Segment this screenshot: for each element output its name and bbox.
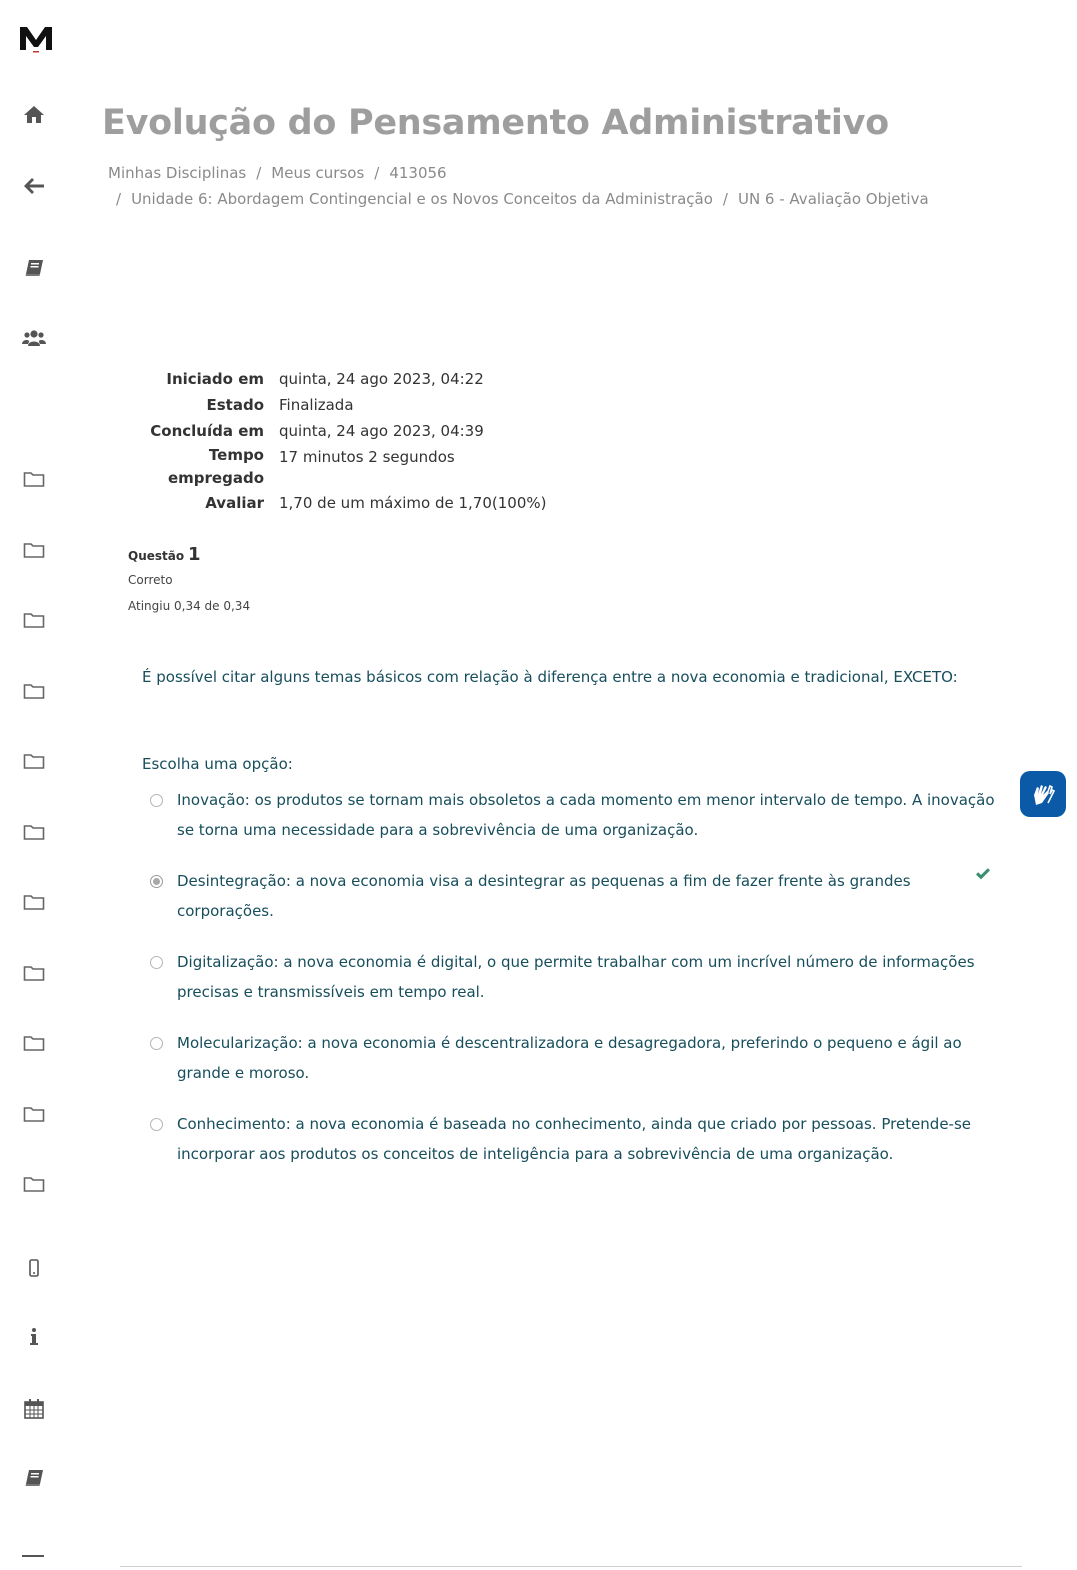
answer-line: Molecularização: a nova economia é descentralizadora e desagregadora, preferindo o pequeno e ágil ao (177, 1034, 962, 1052)
home-icon[interactable] (22, 103, 46, 125)
choice-prompt: Escolha uma opção: (142, 755, 293, 773)
question-label: Questão (128, 549, 185, 563)
page-title: Evolução do Pensamento Administrativo (102, 103, 889, 143)
folder-icon[interactable] (22, 1103, 46, 1125)
answer-option-text (177, 1028, 962, 1088)
breadcrumb-separator: / (374, 164, 380, 182)
answer-option-selected[interactable] (150, 870, 1000, 926)
question-status: Correto (128, 573, 173, 587)
answer-line: Digitalização: a nova economia é digital, o que permite trabalhar com um incrível número de informações (177, 953, 975, 971)
question-score: Atingiu 0,34 de 0,34 (128, 599, 251, 613)
sidebar (0, 0, 70, 1570)
radio-button[interactable] (150, 794, 163, 807)
summary-label: Concluída em (150, 422, 264, 440)
answer-line: precisas e transmissíveis em tempo real. (177, 983, 485, 1001)
back-arrow-icon[interactable] (22, 175, 46, 197)
answer-line: grande e moroso. (177, 1064, 310, 1082)
summary-value: 17 minutos 2 segundos (279, 448, 455, 466)
summary-value: quinta, 24 ago 2023, 04:22 (279, 370, 484, 388)
answer-line: corporações. (177, 902, 274, 920)
answer-option-text (177, 1109, 971, 1169)
answer-line: Desintegração: a nova economia visa a desintegrar as pequenas a fim de fazer frente às grandes (177, 872, 911, 890)
answer-line: Inovação: os produtos se tornam mais obsoletos a cada momento em menor intervalo de tempo. A inovação (177, 791, 995, 809)
breadcrumb-separator: / (256, 164, 262, 182)
question-text: É possível citar alguns temas básicos com relação à diferença entre a nova economia e tradicional, EXCETO: (142, 668, 958, 686)
folder-icon[interactable] (22, 1173, 46, 1195)
radio-button[interactable] (150, 956, 163, 969)
summary-label: Avaliar (205, 494, 264, 512)
folder-icon[interactable] (22, 1032, 46, 1054)
answer-option-text (177, 947, 975, 1007)
answer-option[interactable] (150, 1113, 1000, 1169)
radio-button[interactable] (150, 1037, 163, 1050)
info-icon[interactable] (22, 1326, 46, 1348)
answer-line: incorporar aos produtos os conceitos de inteligência para a sobrevivência de uma organização. (177, 1145, 894, 1163)
breadcrumb-current[interactable]: UN 6 - Avaliação Objetiva (737, 190, 929, 208)
footer-divider (120, 1566, 1022, 1567)
folder-icon[interactable] (22, 750, 46, 772)
mobile-icon[interactable] (22, 1257, 46, 1279)
folder-icon[interactable] (22, 891, 46, 913)
folder-icon[interactable] (22, 539, 46, 561)
sign-language-accessibility-button[interactable] (1020, 771, 1066, 817)
answer-option[interactable] (150, 789, 1000, 845)
breadcrumb-separator: / (722, 190, 728, 208)
summary-label-line: Tempo (208, 446, 264, 464)
breadcrumb-meus-cursos[interactable]: Meus cursos (271, 164, 365, 182)
question-number: 1 (187, 544, 201, 565)
breadcrumb-separator: / (116, 190, 122, 208)
breadcrumb-course-code[interactable]: 413056 (389, 164, 447, 182)
breadcrumb-minhas-disciplinas[interactable]: Minhas Disciplinas (108, 164, 247, 182)
summary-label: Estado (206, 396, 264, 414)
summary-value: Finalizada (279, 396, 354, 414)
question-info (128, 544, 250, 613)
answer-line: se torna uma necessidade para a sobrevivência de uma organização. (177, 821, 699, 839)
correct-check-icon (975, 866, 991, 880)
radio-button-checked[interactable] (150, 875, 163, 888)
hands-icon (1028, 779, 1058, 809)
folder-icon[interactable] (22, 468, 46, 490)
brand-logo[interactable] (19, 24, 53, 54)
breadcrumb-unit[interactable]: Unidade 6: Abordagem Contingencial e os Novos Conceitos da Administração (131, 190, 713, 208)
folder-icon[interactable] (22, 962, 46, 984)
summary-label-line: empregado (167, 469, 264, 487)
answer-option-text (177, 866, 911, 926)
answer-line: Conhecimento: a nova economia é baseada no conhecimento, ainda que criado por pessoas. Pretende-se (177, 1115, 972, 1133)
summary-value: 1,70 de um máximo de 1,70(100%) (279, 494, 547, 512)
answer-option[interactable] (150, 951, 1000, 1007)
folder-icon[interactable] (22, 680, 46, 702)
users-icon[interactable] (22, 327, 46, 349)
summary-label (120, 444, 279, 490)
book-icon[interactable] (22, 1467, 46, 1489)
answer-option-text (177, 785, 995, 845)
attempt-summary (120, 366, 546, 516)
calendar-icon[interactable] (22, 1398, 46, 1420)
folder-icon[interactable] (22, 821, 46, 843)
answer-option[interactable] (150, 1032, 1000, 1088)
breadcrumb (108, 160, 1008, 212)
summary-value: quinta, 24 ago 2023, 04:39 (279, 422, 484, 440)
book-icon[interactable] (22, 257, 46, 279)
menu-icon[interactable] (22, 1555, 44, 1557)
summary-label: Iniciado em (166, 370, 264, 388)
radio-button[interactable] (150, 1118, 163, 1131)
folder-icon[interactable] (22, 609, 46, 631)
